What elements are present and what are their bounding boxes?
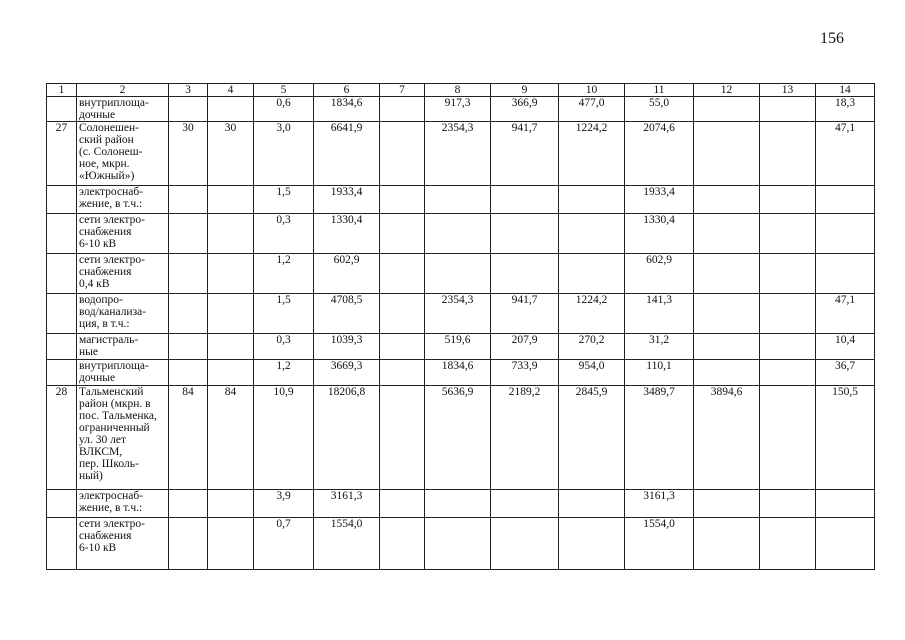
table-cell: 84 [208,386,254,490]
table-cell: 0,6 [254,97,314,122]
column-number-4: 4 [208,84,254,97]
table-cell [760,214,816,254]
table-cell: 941,7 [491,122,559,186]
table-cell [760,334,816,360]
table-cell [47,490,77,518]
table-cell: 0,7 [254,518,314,570]
column-number-9: 9 [491,84,559,97]
table-cell [816,518,875,570]
table-cell [760,294,816,334]
table-cell [169,294,208,334]
table-cell [169,214,208,254]
table-cell [559,518,625,570]
column-number-1: 1 [47,84,77,97]
table-cell [760,518,816,570]
table-cell [694,254,760,294]
table-cell [169,334,208,360]
table-cell: 141,3 [625,294,694,334]
column-number-2: 2 [77,84,169,97]
column-number-12: 12 [694,84,760,97]
table-cell: 30 [169,122,208,186]
table-cell [559,214,625,254]
table-cell: 602,9 [625,254,694,294]
table-cell: 110,1 [625,360,694,386]
table-cell: 84 [169,386,208,490]
table-cell: 1039,3 [314,334,380,360]
table-cell [380,97,425,122]
table-cell [760,360,816,386]
table-cell: 47,1 [816,294,875,334]
table-cell: 18206,8 [314,386,380,490]
table-row [47,490,875,518]
column-number-14: 14 [816,84,875,97]
row-name-cell: электроснаб- жение, в т.ч.: [77,186,169,214]
table-cell [169,97,208,122]
table-cell [760,254,816,294]
table-cell: 519,6 [425,334,491,360]
table-cell: 477,0 [559,97,625,122]
table-cell: 2189,2 [491,386,559,490]
table-cell: 2074,6 [625,122,694,186]
table-cell: 941,7 [491,294,559,334]
column-number-7: 7 [380,84,425,97]
table-cell: 150,5 [816,386,875,490]
table-cell: 3489,7 [625,386,694,490]
table-cell [169,254,208,294]
table-cell: 207,9 [491,334,559,360]
table-cell: 1224,2 [559,294,625,334]
table-cell: 5636,9 [425,386,491,490]
column-number-10: 10 [559,84,625,97]
table-cell: 2354,3 [425,294,491,334]
table-cell [208,360,254,386]
table-cell: 1834,6 [425,360,491,386]
table-row [47,97,875,122]
table-cell [380,294,425,334]
table-cell: 1,2 [254,254,314,294]
table-cell [47,518,77,570]
table-cell [491,214,559,254]
table-cell [491,254,559,294]
table-cell: 36,7 [816,360,875,386]
table-cell: 18,3 [816,97,875,122]
table-cell: 3161,3 [625,490,694,518]
table-cell: 27 [47,122,77,186]
table-cell [425,186,491,214]
table-cell: 1554,0 [625,518,694,570]
table-cell [47,360,77,386]
column-number-13: 13 [760,84,816,97]
table-row [47,254,875,294]
table-cell [380,122,425,186]
table-cell: 1933,4 [625,186,694,214]
table-cell [47,294,77,334]
table-cell: 10,9 [254,386,314,490]
table-cell: 1,5 [254,294,314,334]
table-cell: 3161,3 [314,490,380,518]
table-cell: 917,3 [425,97,491,122]
table-cell [380,254,425,294]
table-cell [491,518,559,570]
table-cell [208,186,254,214]
table-cell: 1330,4 [314,214,380,254]
table-row [47,214,875,254]
table-cell [380,214,425,254]
table-cell [425,254,491,294]
table-row [47,518,875,570]
column-number-5: 5 [254,84,314,97]
row-name-cell: магистраль- ные [77,334,169,360]
row-name-cell: Солонешен- ский район (с. Солонеш- ное, мкрн. «Южный») [77,122,169,186]
table-cell [380,360,425,386]
table-cell: 30 [208,122,254,186]
table-cell [816,254,875,294]
table-cell: 0,3 [254,334,314,360]
table-cell: 10,4 [816,334,875,360]
table-cell [208,294,254,334]
row-name-cell: сети электро- снабжения 6-10 кВ [77,518,169,570]
row-name-cell: сети электро- снабжения 0,4 кВ [77,254,169,294]
table-cell [169,518,208,570]
table-cell: 47,1 [816,122,875,186]
table-cell: 3,0 [254,122,314,186]
table-cell [694,360,760,386]
table-cell: 3,9 [254,490,314,518]
table-row [47,122,875,186]
table-cell [208,97,254,122]
table-cell: 1,2 [254,360,314,386]
table-row [47,386,875,490]
table-cell: 0,3 [254,214,314,254]
table-cell [694,490,760,518]
column-number-8: 8 [425,84,491,97]
table-cell: 366,9 [491,97,559,122]
table-cell [760,490,816,518]
table-cell: 55,0 [625,97,694,122]
column-number-3: 3 [169,84,208,97]
table-cell [491,490,559,518]
data-table [46,83,875,570]
table-cell [208,254,254,294]
table-cell [208,334,254,360]
table-cell [169,186,208,214]
table-cell [694,294,760,334]
table-cell [694,214,760,254]
table-cell: 3669,3 [314,360,380,386]
table-cell [380,186,425,214]
table-cell [559,490,625,518]
table-cell [425,490,491,518]
table-cell: 2354,3 [425,122,491,186]
table-cell [694,334,760,360]
table-cell [760,186,816,214]
table-cell [559,186,625,214]
table-cell [425,518,491,570]
table-cell: 1,5 [254,186,314,214]
table-cell [425,214,491,254]
table-cell [760,122,816,186]
table-cell: 6641,9 [314,122,380,186]
table-row [47,360,875,386]
table-cell [208,490,254,518]
row-name-cell: внутриплоща- дочные [77,97,169,122]
table-cell [760,386,816,490]
table-cell: 602,9 [314,254,380,294]
row-name-cell: Тальменский район (мкрн. в пос. Тальменка, ограниченный ул. 30 лет ВЛКСМ, пер. Школь- ный) [77,386,169,490]
table-cell: 1834,6 [314,97,380,122]
table-cell: 28 [47,386,77,490]
table-cell: 1933,4 [314,186,380,214]
table-cell [694,186,760,214]
table-cell: 3894,6 [694,386,760,490]
table-cell: 733,9 [491,360,559,386]
table-cell [47,334,77,360]
table-cell [694,122,760,186]
table-cell [169,490,208,518]
table-cell [491,186,559,214]
table-cell [380,334,425,360]
table-cell [816,214,875,254]
column-number-11: 11 [625,84,694,97]
column-number-6: 6 [314,84,380,97]
table-cell [208,214,254,254]
row-name-cell: внутриплоща- дочные [77,360,169,386]
table-cell [169,360,208,386]
row-name-cell: водопро- вод/канализа- ция, в т.ч.: [77,294,169,334]
table-cell [47,186,77,214]
table-cell: 270,2 [559,334,625,360]
table-cell [816,490,875,518]
table-cell: 1224,2 [559,122,625,186]
table-cell: 1330,4 [625,214,694,254]
table-cell [47,254,77,294]
table-row [47,334,875,360]
table-cell [694,518,760,570]
table-cell: 31,2 [625,334,694,360]
table-cell: 4708,5 [314,294,380,334]
table-cell [208,518,254,570]
row-name-cell: электроснаб- жение, в т.ч.: [77,490,169,518]
table-cell: 2845,9 [559,386,625,490]
table-cell [816,186,875,214]
table-cell [694,97,760,122]
table-cell: 1554,0 [314,518,380,570]
table-row [47,294,875,334]
table-cell [380,490,425,518]
table-cell [760,97,816,122]
row-name-cell: сети электро- снабжения 6-10 кВ [77,214,169,254]
table-cell [380,518,425,570]
table-cell: 954,0 [559,360,625,386]
table-cell [47,214,77,254]
table-header-row [47,84,875,97]
table-cell [380,386,425,490]
page-number: 156 [820,30,844,47]
table-row [47,186,875,214]
table-cell [559,254,625,294]
table-cell [47,97,77,122]
